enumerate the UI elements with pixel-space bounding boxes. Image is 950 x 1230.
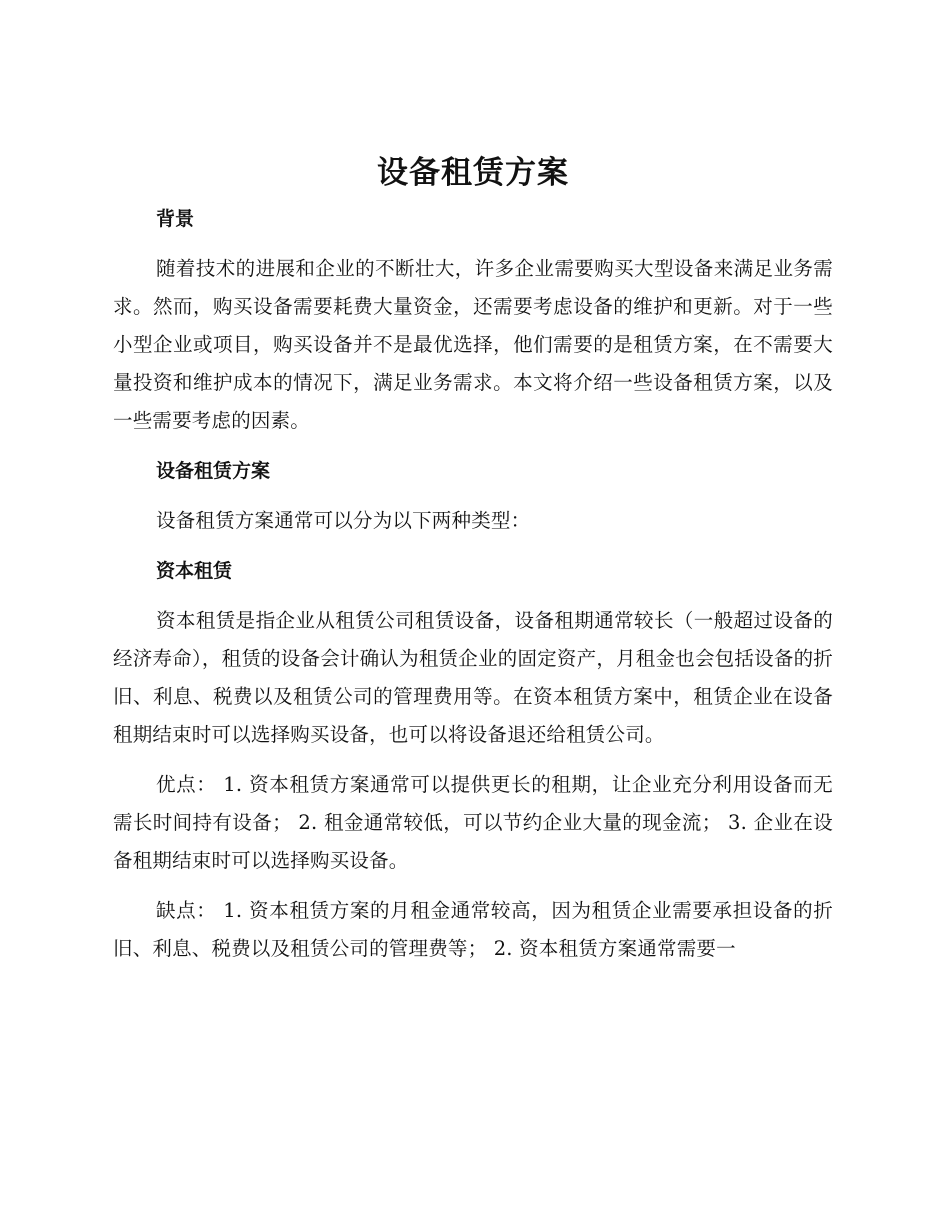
section-heading-leasing-plans: 设备租赁方案 [156, 460, 271, 482]
paragraph-leasing-types-intro: 设备租赁方案通常可以分为以下两种类型： [156, 509, 531, 532]
paragraph-background: 随着技术的进展和企业的不断壮大，许多企业需要购买大型设备来满足业务需求。然而，购买设备需要耗费大量资金，还需要考虑设备的维护和更新。对于一些小型企业或项目，购买设备并不是最优选择，他们需要的是租赁方案，在不需要大量投资和维护成本的情况下，满足业务需求。本文将介绍一些设备租赁方案，以及一些需要考虑的因素。 [113, 257, 833, 432]
section-heading-capital-lease: 资本租赁 [156, 560, 233, 582]
document-title: 设备租赁方案 [377, 155, 569, 191]
paragraph-capital-lease-disadvantages: 缺点： 1. 资本租赁方案的月租金通常较高，因为租赁企业需要承担设备的折旧、利息、税费以及租赁公司的管理费等； 2. 资本租赁方案通常需要一 [113, 899, 833, 960]
section-heading-background: 背景 [156, 208, 195, 230]
document-body [113, 150, 833, 980]
paragraph-capital-lease-advantages: 优点： 1. 资本租赁方案通常可以提供更长的租期，让企业充分利用设备而无需长时间持有设备； 2. 租金通常较低，可以节约企业大量的现金流； 3. 企业在设备租期结束时可以选择购买设备。 [113, 773, 833, 872]
paragraph-capital-lease-definition: 资本租赁是指企业从租赁公司租赁设备，设备租期通常较长（一般超过设备的经济寿命），租赁的设备会计确认为租赁企业的固定资产，月租金也会包括设备的折旧、利息、税费以及租赁公司的管理费用等。在资本租赁方案中，租赁企业在设备租期结束时可以选择购买设备，也可以将设备退还给租赁公司。 [113, 609, 833, 746]
